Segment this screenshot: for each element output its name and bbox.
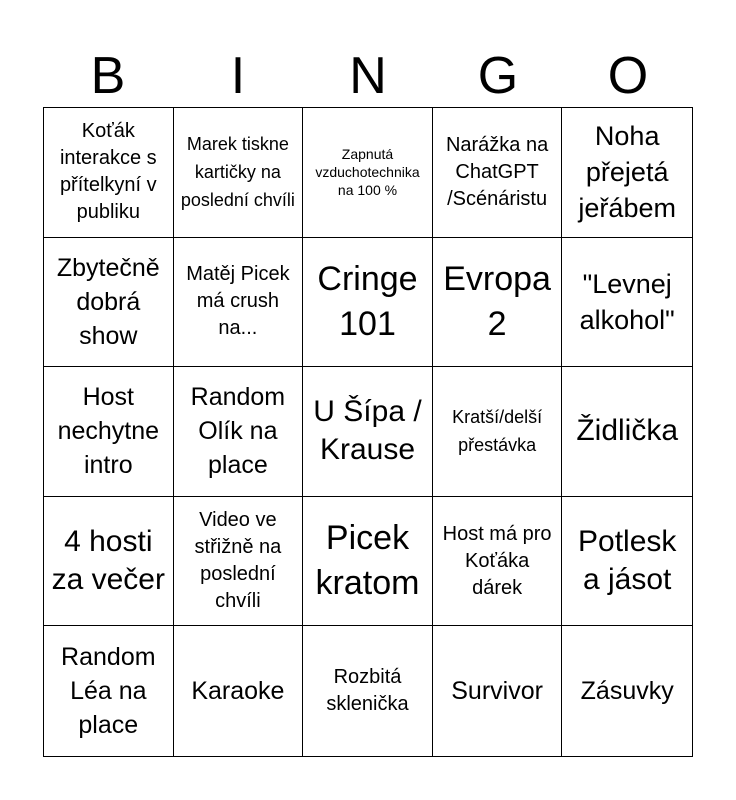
bingo-cell[interactable] xyxy=(433,238,563,368)
bingo-cell[interactable] xyxy=(303,367,433,497)
bingo-cell-text: Cringe 101 xyxy=(317,259,418,343)
bingo-cell-text: Zbytečně dobrá show xyxy=(56,253,160,350)
bingo-cell-text: Potlesk a jásot xyxy=(578,525,677,597)
bingo-cell[interactable] xyxy=(44,367,174,497)
bingo-cell-text: 4 hosti za večer xyxy=(51,525,165,597)
bingo-cell[interactable] xyxy=(174,108,304,238)
bingo-cell-text: Random Olík na place xyxy=(190,383,286,480)
bingo-cell[interactable] xyxy=(562,238,692,368)
bingo-cell[interactable] xyxy=(174,367,304,497)
bingo-cell[interactable] xyxy=(303,626,433,756)
header-letter-n: N xyxy=(349,47,387,105)
bingo-cell-text: Host nechytne intro xyxy=(57,383,160,480)
bingo-cell[interactable] xyxy=(433,108,563,238)
bingo-cell-text: Evropa 2 xyxy=(443,259,551,343)
bingo-cell-text: Random Léa na place xyxy=(61,643,156,740)
bingo-cell[interactable] xyxy=(303,497,433,627)
bingo-cell[interactable] xyxy=(562,626,692,756)
bingo-cell-text: "Levnej alkohol" xyxy=(579,268,675,335)
bingo-cell-text: Picek kratom xyxy=(315,519,420,603)
bingo-cell[interactable] xyxy=(44,497,174,627)
bingo-cell-text: Židlička xyxy=(576,414,679,448)
bingo-cell[interactable] xyxy=(44,238,174,368)
bingo-cell[interactable] xyxy=(303,108,433,238)
header-letter-g: G xyxy=(477,47,519,105)
bingo-cell[interactable] xyxy=(174,497,304,627)
header-letter-b: B xyxy=(90,47,126,105)
bingo-cell[interactable] xyxy=(303,238,433,368)
bingo-cell-text: Kratší/delší přestávka xyxy=(452,407,543,456)
bingo-cell[interactable] xyxy=(562,367,692,497)
bingo-cell[interactable] xyxy=(433,626,563,756)
header-letter-i: I xyxy=(230,47,246,105)
bingo-cell-text: Zásuvky xyxy=(580,677,674,706)
bingo-cell-text: Matěj Picek má crush na... xyxy=(186,263,290,340)
bingo-cell-text: Video ve střižně na poslední chvíli xyxy=(194,509,282,613)
header-letter-o: O xyxy=(607,47,649,105)
bingo-cell-text: Marek tiskne kartičky na poslední chvíli xyxy=(180,134,295,211)
bingo-cell[interactable] xyxy=(44,626,174,756)
bingo-cell-text: Narážka na ChatGPT /Scénáristu xyxy=(445,133,549,210)
bingo-cell-text: Karaoke xyxy=(191,677,285,706)
bingo-cell-text: Zapnutá vzduchotechnika na 100 % xyxy=(315,146,420,199)
bingo-cell[interactable] xyxy=(44,108,174,238)
bingo-card-grid xyxy=(43,107,693,757)
bingo-cell[interactable] xyxy=(174,238,304,368)
bingo-cell[interactable] xyxy=(562,497,692,627)
bingo-cell[interactable] xyxy=(174,626,304,756)
bingo-header xyxy=(43,44,693,108)
bingo-cell-text: Host má pro Koťáka dárek xyxy=(442,522,552,599)
bingo-cell-text: Noha přejetá jeřábem xyxy=(578,121,676,224)
bingo-cell[interactable] xyxy=(433,367,563,497)
bingo-cell-text: Koťák interakce s přítelkyní v publiku xyxy=(59,120,157,224)
bingo-cell-text: Rozbitá sklenička xyxy=(326,666,409,716)
bingo-cell[interactable] xyxy=(562,108,692,238)
bingo-cell-text: U Šípa / Krause xyxy=(313,395,422,467)
bingo-cell-text: Survivor xyxy=(451,677,543,706)
bingo-cell[interactable] xyxy=(433,497,563,627)
